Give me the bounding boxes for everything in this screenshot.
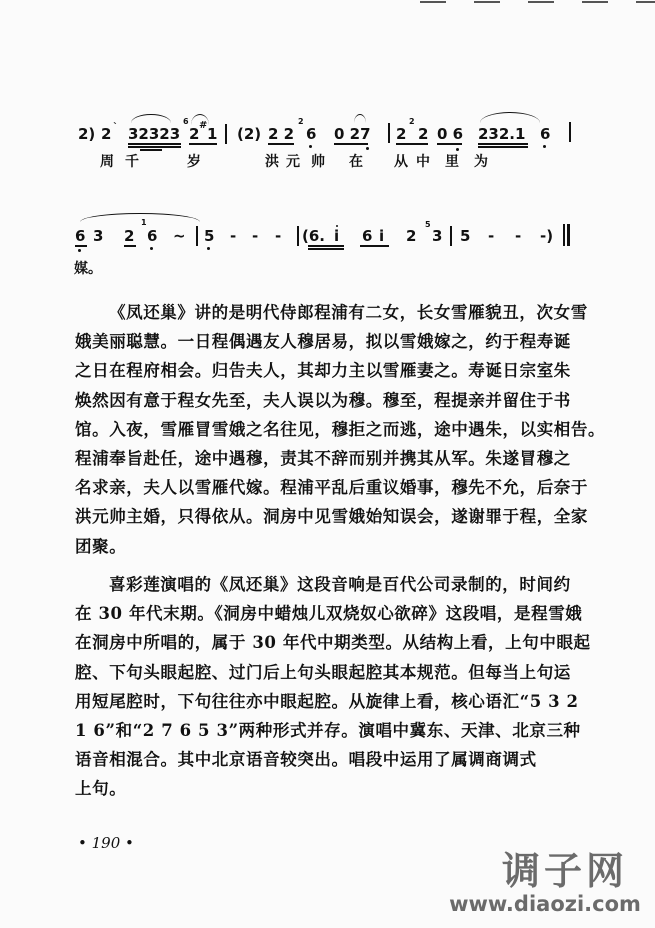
note: - (230, 227, 237, 245)
note: 2 (124, 227, 135, 245)
text-line: 1 6”和“2 7 6 5 3”两种形式并存。演唱中冀东、天津、北京三种 (75, 721, 581, 741)
note: 2) (78, 125, 96, 143)
lyric-char: 岁 (187, 154, 201, 170)
octave-dot (207, 247, 210, 250)
watermark (449, 849, 650, 916)
note: ~ (173, 227, 186, 245)
note: 6 (306, 125, 317, 143)
note: 2 (101, 125, 112, 143)
beam-underline (124, 245, 136, 247)
synopsis-paragraph (75, 298, 606, 561)
lyric-char: 帅 (311, 154, 325, 170)
note: 2 (406, 227, 417, 245)
beam-underline (360, 245, 389, 247)
note: (6. (302, 227, 325, 245)
text-line: 焕然因有意于程女先至，夫人误以为穆。穆至，程提亲并留住于书 (75, 390, 571, 410)
note: i (379, 227, 385, 245)
note: - (275, 227, 282, 245)
note: 0 6 (437, 125, 464, 143)
glissando-mark: ` (113, 122, 118, 133)
beam-underline (308, 248, 344, 250)
note: - (488, 227, 495, 245)
watermark-url: www.diaozi.com (449, 892, 641, 916)
lyric-char: 洪 (265, 154, 279, 170)
note: 32323 (128, 125, 181, 143)
text-line: 上句。 (75, 779, 127, 799)
note: 2 (418, 125, 429, 143)
grace-note: 1 (141, 218, 147, 227)
lyric-char: 千 (125, 154, 139, 170)
lyric-char: 在 (349, 154, 363, 170)
text-line: 馆。入夜，雪雁冒雪娥之名往见，穆拒之而逃，途中遇朱，以实相告。 (75, 419, 606, 439)
text-line: 娥美丽聪慧。一日程偶遇友人穆居易，拟以雪娥嫁之，约于程寿诞 (75, 332, 571, 352)
text-line: 语音相混合。其中北京语音较突出。唱段中运用了属调商调式 (75, 750, 537, 770)
grace-note: 5 (425, 220, 431, 229)
text-line: 《凤还巢》讲的是明代侍郎程浦有二女，长女雪雁貌丑，次女雪 (109, 303, 588, 322)
text-line: 在 30 年代末期。《洞房中蜡烛儿双烧奴心欲碎》这段唱，是程雪娥 (75, 604, 583, 624)
lyric-char: 周 (100, 154, 114, 170)
note: 5 (460, 227, 471, 245)
note: 2 2 (268, 125, 295, 143)
beam-underline (75, 245, 87, 247)
bar-line (563, 224, 565, 246)
note: 6 (147, 227, 158, 245)
analysis-paragraph (75, 570, 591, 804)
final-bar-line (567, 224, 570, 246)
note: 3 (432, 227, 443, 245)
bar-line (450, 226, 452, 246)
note: 2 (396, 125, 407, 143)
text-line: 团聚。 (75, 536, 127, 556)
note: 6 (362, 227, 373, 245)
octave-dot (78, 249, 81, 252)
lyric-char: 里 (445, 154, 459, 170)
text-line: 洪元帅主婚，只得依从。洞房中见雪娥始知误会，遂谢罪于程，全家 (75, 507, 588, 527)
text-line: 喜彩莲演唱的《凤还巢》这段音响是百代公司录制的，时间约 (109, 575, 571, 594)
lyric-char: 元 (286, 154, 300, 170)
note: -) (540, 227, 554, 245)
watermark-title: 调子网 (501, 849, 628, 893)
note: i (334, 227, 340, 245)
page-number: • 190 • (78, 834, 134, 852)
note: 6 (75, 227, 86, 245)
note: 3 (93, 227, 104, 245)
score-line-2 (0, 0, 655, 290)
beam-underline (308, 245, 344, 247)
bar-line (297, 226, 299, 246)
sharp-sign: # (199, 120, 208, 131)
note: 5 (204, 227, 215, 245)
text-line: 名求亲，夫人以雪雁代嫁。程浦平乱后重议婚事，穆先不允，后奈于 (75, 478, 588, 498)
note: - (515, 227, 522, 245)
grace-note: 6 (183, 117, 189, 126)
grace-note: 2 (298, 117, 304, 126)
text-line: 用短尾腔时，下句往往亦中眼起腔。从旋律上看，核心语汇“5 3 2 (75, 691, 579, 711)
bar-line (196, 226, 198, 246)
note: 0 27 (334, 125, 371, 143)
text-line: 腔、下句头眼起腔、过门后上句头眼起腔其本规范。但每当上句运 (75, 662, 571, 682)
octave-dot (336, 225, 338, 227)
octave-dot (150, 247, 153, 250)
lyric-char: 从 (394, 154, 408, 170)
grace-note: 2 (409, 117, 415, 126)
text-line: 程浦奉旨赴任，途中遇穆，责其不辞而别并携其从军。朱遂冒穆之 (75, 449, 571, 469)
lyric-char: 中 (416, 154, 430, 170)
note: 1 (207, 125, 218, 143)
note: 6 (540, 125, 551, 143)
slur (80, 213, 200, 222)
text-line: 之日在程府相会。归告夫人，其却力主以雪雁妻之。寿诞日宗室朱 (75, 361, 571, 381)
text-line: 在洞房中所唱的，属于 30 年代中期类型。从结构上看，上句中眼起 (75, 633, 591, 653)
note: (2) (237, 125, 262, 143)
note: 232.1 (478, 125, 526, 143)
note: 2 (189, 125, 200, 143)
lyric-char: 为 (474, 154, 488, 170)
lyric-char: 媒。 (74, 261, 102, 277)
note: - (252, 227, 259, 245)
